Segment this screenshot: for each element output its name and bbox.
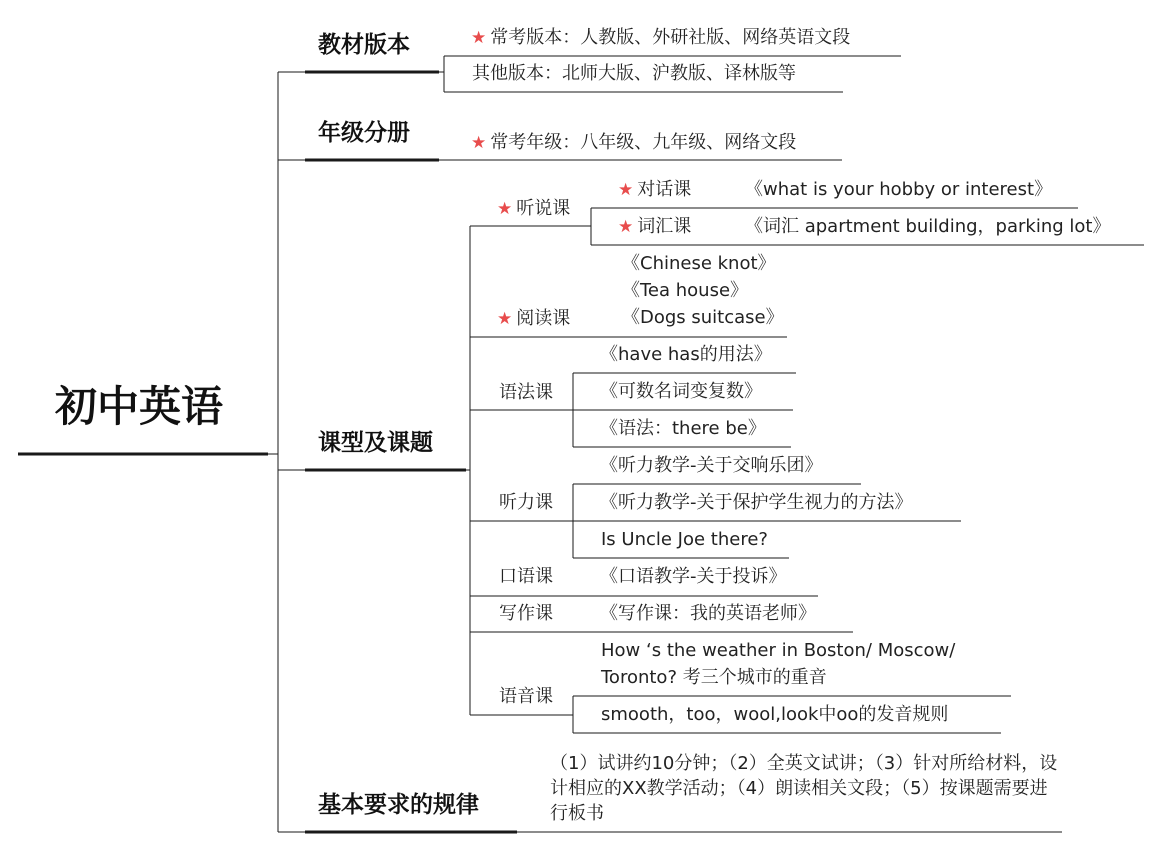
- topic-requirements: 基本要求的规律: [318, 792, 479, 818]
- category-listening: 听力课: [499, 492, 553, 513]
- vocab-lesson: ★ 词汇课: [618, 216, 692, 237]
- writing-topic: 《写作课：我的英语老师》: [600, 603, 816, 624]
- topic-textbook: 教材版本: [318, 32, 410, 58]
- grammar-topic: 《语法：there be》: [600, 418, 766, 439]
- phonetics-topic: smooth，too，wool,look中oo的发音规则: [601, 704, 949, 725]
- dialogue-lesson: ★ 对话课: [618, 179, 692, 200]
- grammar-topic: 《可数名词变复数》: [600, 381, 762, 402]
- listening-topic: 《听力教学-关于交响乐团》: [600, 455, 823, 476]
- category-oral: 口语课: [499, 566, 553, 587]
- listening-topic: Is Uncle Joe there?: [601, 529, 768, 550]
- textbook-other: 其他版本：北师大版、沪教版、译林版等: [472, 63, 796, 84]
- reading-topic: 《Dogs suitcase》: [622, 307, 784, 328]
- category-grammar: 语法课: [499, 382, 553, 403]
- star-icon: ★: [471, 28, 487, 48]
- category-reading: ★ 阅读课: [497, 308, 571, 329]
- star-icon: ★: [618, 180, 634, 200]
- phonetics-topic-line: Toronto? 考三个城市的重音: [601, 667, 827, 688]
- grade-common: ★ 常考年级：八年级、九年级、网络文段: [471, 132, 797, 153]
- category-writing: 写作课: [499, 603, 553, 624]
- reading-topic: 《Chinese knot》: [622, 253, 776, 274]
- root-topic: 初中英语: [55, 382, 224, 431]
- topic-lessons: 课型及课题: [318, 430, 433, 456]
- star-icon: ★: [471, 133, 487, 153]
- category-listen-speak: ★ 听说课: [497, 198, 571, 219]
- requirements-text: （1）试讲约10分钟；（2）全英文试讲；（3）针对所给材料，设计相应的XX教学活动；（4）朗读相关文段；（5）按课题需要进行板书: [550, 753, 1058, 824]
- star-icon: ★: [618, 217, 634, 237]
- star-icon: ★: [497, 309, 513, 329]
- topic-grade: 年级分册: [318, 120, 410, 146]
- reading-topic: 《Tea house》: [622, 280, 749, 301]
- phonetics-topic-line: How ‘s the weather in Boston/ Moscow/: [601, 640, 956, 661]
- textbook-common: ★ 常考版本：人教版、外研社版、网络英语文段: [471, 27, 851, 48]
- grammar-topic: 《have has的用法》: [600, 344, 772, 365]
- dialogue-topic: 《what is your hobby or interest》: [745, 179, 1053, 200]
- star-icon: ★: [497, 199, 513, 219]
- oral-topic: 《口语教学-关于投诉》: [600, 566, 787, 587]
- category-phonetics: 语音课: [499, 686, 553, 707]
- listening-topic: 《听力教学-关于保护学生视力的方法》: [600, 492, 913, 513]
- vocab-topic: 《词汇 apartment building，parking lot》: [745, 216, 1111, 237]
